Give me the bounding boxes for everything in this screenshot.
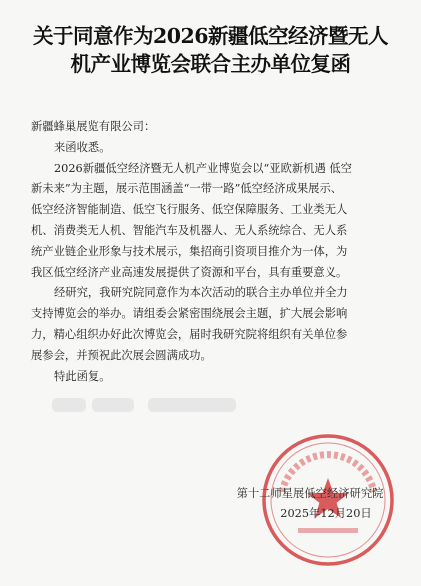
closing-line: 特此函复。 xyxy=(54,369,111,383)
paragraph-line: 经研究，我研究院同意作为本次活动的联合主办单位并全力 xyxy=(54,286,348,300)
signature-block xyxy=(215,484,405,524)
paragraph-line: 机、消费类无人机、智能汽车及机器人、无人系统综合、无人系 xyxy=(31,223,348,237)
paragraph-line: 2026新疆低空经济暨无人机产业博览会以“亚欧新机遇 低空 xyxy=(54,161,352,175)
paragraph-line: 低空经济智能制造、低空飞行服务、低空保障服务、工业类无人 xyxy=(31,203,348,217)
paragraph-acknowledgement: 来函收悉。 xyxy=(54,140,111,154)
title-line-1: 关于同意作为2026新疆低空经济暨无人 xyxy=(32,24,389,48)
letter-body xyxy=(31,117,393,387)
paragraph-line: 统产业链企业形象与技术展示，集招商引资项目推介为一体，为 xyxy=(31,244,348,258)
redacted-contact-line xyxy=(52,398,236,412)
paragraph-line: 力，精心组织办好此次博览会，届时我研究院将组织有关单位参 xyxy=(31,327,348,341)
paragraph-line: 我区低空经济产业高速发展提供了资源和平台，具有重要意义。 xyxy=(31,265,348,279)
title-line-2: 机产业博览会联合主办单位复函 xyxy=(70,52,351,76)
issuing-organization: 第十二师星展低空经济研究院 xyxy=(236,487,384,500)
paragraph-line: 新未来”为主题，展示范围涵盖“一带一路”低空经济成果展示、 xyxy=(31,182,343,196)
issue-date: 2025年12月20日 xyxy=(280,507,372,520)
paragraph-line: 支持博览会的举办。请组委会紧密围绕展会主题，扩大展会影响 xyxy=(31,307,348,321)
recipient-line: 新疆蜂巢展览有限公司： xyxy=(31,120,156,133)
document-title xyxy=(0,22,421,78)
paragraph-line: 展参会，并预祝此次展会圆满成功。 xyxy=(31,348,212,362)
